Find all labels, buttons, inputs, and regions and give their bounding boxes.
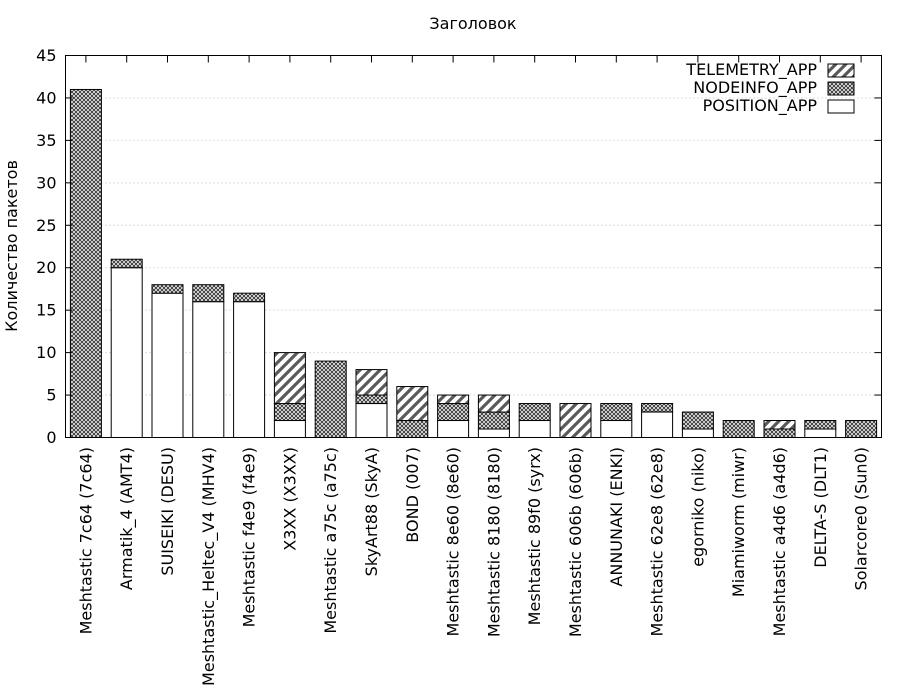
- bar-segment-nodeinfo_app: [315, 361, 346, 437]
- bar-segment-nodeinfo_app: [397, 421, 428, 438]
- y-tick-label: 25: [36, 215, 57, 235]
- bar-segment-nodeinfo_app: [438, 404, 469, 421]
- x-category-label: Meshtastic 8180 (8180): [484, 447, 504, 638]
- bar-segment-nodeinfo_app: [682, 412, 713, 429]
- bar-segment-position_app: [152, 293, 183, 437]
- y-tick-label: 5: [46, 385, 57, 405]
- y-tick-label: 10: [36, 343, 57, 363]
- legend: [685, 60, 854, 116]
- bar-segment-position_app: [642, 412, 673, 437]
- x-category-label: Meshtastic 7c64 (7c64): [76, 447, 96, 635]
- category-labels: [76, 447, 870, 686]
- bar-segment-telemetry_app: [560, 404, 591, 438]
- x-category-label: DELTA-S (DLT1): [810, 447, 830, 568]
- x-category-label: SUISEIKI (DESU): [158, 447, 177, 576]
- bar-segment-nodeinfo_app: [723, 421, 754, 438]
- legend-swatch-position_app: [828, 100, 854, 113]
- x-category-label: Meshtastic f4e9 (f4e9): [239, 447, 259, 628]
- bar-segment-nodeinfo_app: [234, 293, 265, 301]
- bar-segment-telemetry_app: [764, 421, 795, 429]
- bar-segment-position_app: [682, 429, 713, 437]
- bar-segment-telemetry_app: [274, 353, 305, 404]
- bar-segment-telemetry_app: [478, 395, 509, 412]
- x-category-label: SkyArt88 (SkyA): [362, 447, 381, 577]
- x-category-label: egorniko (niko): [688, 447, 708, 567]
- bar-segment-nodeinfo_app: [478, 412, 509, 429]
- y-tick-label: 20: [36, 258, 57, 278]
- x-category-label: Miamiworm (miwr): [729, 447, 749, 598]
- gridlines: [66, 98, 882, 395]
- bars: [70, 89, 876, 437]
- y-tick-label: 0: [46, 428, 57, 447]
- bar-segment-position_app: [805, 429, 836, 437]
- bar-segment-position_app: [478, 429, 509, 437]
- bar-segment-nodeinfo_app: [70, 89, 101, 437]
- bar-segment-position_app: [438, 421, 469, 438]
- x-category-label: Meshtastic a75c (a75c): [321, 447, 341, 634]
- x-category-label: BOND (007): [402, 447, 422, 543]
- x-category-label: Meshtastic 606b (606b): [566, 447, 585, 638]
- x-category-label: Meshtastic 89f0 (syrx): [525, 447, 545, 626]
- bar-segment-telemetry_app: [356, 370, 387, 395]
- bar-segment-nodeinfo_app: [193, 285, 224, 302]
- x-category-label: Solarcore0 (Sun0): [851, 447, 871, 591]
- x-category-label: Meshtastic 62e8 (62e8): [647, 447, 667, 637]
- bar-segment-nodeinfo_app: [805, 421, 836, 429]
- y-tick-label: 40: [36, 88, 57, 108]
- legend-label: TELEMETRY_APP: [686, 60, 817, 79]
- bar-segment-position_app: [356, 404, 387, 438]
- bar-segment-position_app: [519, 421, 550, 438]
- legend-label: NODEINFO_APP: [693, 78, 817, 97]
- bar-segment-position_app: [601, 421, 632, 438]
- bar-segment-position_app: [193, 302, 224, 438]
- legend-swatch-telemetry_app: [828, 64, 854, 77]
- bar-segment-telemetry_app: [397, 387, 428, 421]
- y-tick-label: 45: [36, 46, 57, 65]
- bar-segment-nodeinfo_app: [356, 395, 387, 403]
- x-category-label: Meshtastic a4d6 (a4d6): [770, 447, 789, 637]
- bar-segment-nodeinfo_app: [152, 285, 183, 293]
- legend-label: POSITION_APP: [702, 96, 817, 115]
- bar-segment-nodeinfo_app: [111, 259, 142, 267]
- bar-segment-position_app: [111, 268, 142, 438]
- legend-swatch-nodeinfo_app: [828, 82, 854, 95]
- y-tick-labels: [36, 46, 56, 447]
- x-category-label: ANNUNAKI (ENKI): [606, 447, 626, 587]
- bar-segment-nodeinfo_app: [764, 429, 795, 437]
- x-category-label: Meshtastic 8e60 (8e60): [443, 447, 463, 637]
- bar-segment-position_app: [234, 302, 265, 438]
- bar-segment-nodeinfo_app: [642, 404, 673, 412]
- bar-segment-telemetry_app: [438, 395, 469, 403]
- y-tick-label: 35: [36, 130, 57, 150]
- bar-segment-nodeinfo_app: [601, 404, 632, 421]
- bar-segment-nodeinfo_app: [846, 421, 877, 438]
- bar-segment-nodeinfo_app: [274, 404, 305, 421]
- y-tick-label: 30: [36, 173, 57, 193]
- y-tick-label: 15: [36, 300, 57, 320]
- y-axis-label: Количество пакетов: [2, 160, 21, 332]
- chart-title: Заголовок: [429, 14, 517, 33]
- bar-segment-position_app: [274, 421, 305, 438]
- bar-segment-nodeinfo_app: [519, 404, 550, 421]
- x-category-label: Armatik_4 (AMT4): [117, 447, 137, 591]
- x-category-label: X3XX (X3XX): [280, 447, 300, 551]
- x-category-label: Meshtastic_Heltec_V4 (MHV4): [198, 447, 218, 686]
